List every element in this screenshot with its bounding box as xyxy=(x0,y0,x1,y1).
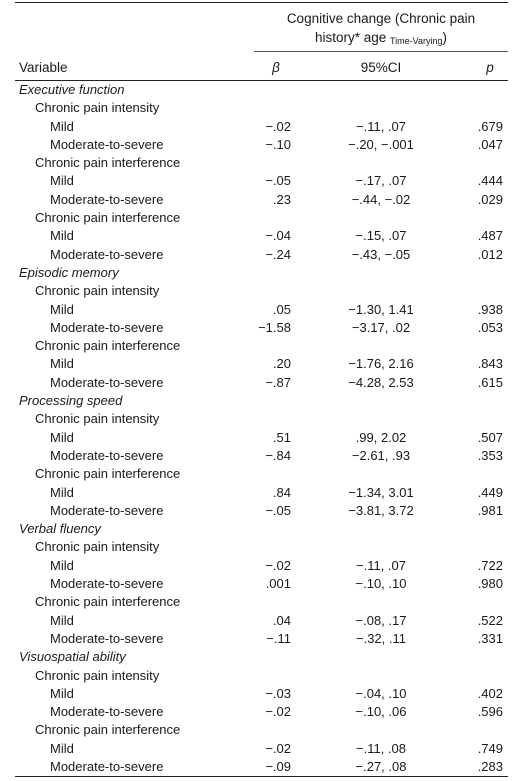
ci-value: −.15, .07 xyxy=(355,228,407,244)
beta-value: −.09 xyxy=(265,758,291,774)
row-label: Visuospatial ability xyxy=(19,649,126,665)
table-row xyxy=(0,484,523,502)
ci-value: −.04, .10 xyxy=(355,685,407,701)
row-label: Moderate-to-severe xyxy=(50,704,164,720)
ci-value: −.11, .08 xyxy=(356,740,406,756)
measure-row xyxy=(0,721,523,739)
ci-value: −.10, .10 xyxy=(355,576,407,592)
measure-row xyxy=(0,154,523,172)
row-label: Moderate-to-severe xyxy=(50,630,164,646)
p-value: .679 xyxy=(477,118,503,134)
p-value: .053 xyxy=(477,319,503,335)
beta-value: −.03 xyxy=(265,685,291,701)
ci-value: −1.76, 2.16 xyxy=(348,356,414,372)
measure-row xyxy=(0,667,523,685)
measure-row xyxy=(0,209,523,227)
row-label: Mild xyxy=(50,118,74,134)
p-value: .980 xyxy=(477,576,503,592)
beta-value: −.10 xyxy=(265,136,291,152)
table-row xyxy=(0,246,523,264)
p-value: .981 xyxy=(477,502,503,518)
table-body xyxy=(0,81,523,776)
row-label: Chronic pain interference xyxy=(35,722,181,738)
row-label: Chronic pain intensity xyxy=(35,539,160,555)
row-label: Moderate-to-severe xyxy=(50,447,164,463)
table-row xyxy=(0,557,523,575)
p-value: .402 xyxy=(477,685,503,701)
table-row xyxy=(0,685,523,703)
ci-value: −.17, .07 xyxy=(355,173,407,189)
beta-value: −.02 xyxy=(265,118,291,134)
table-row xyxy=(0,172,523,190)
row-label: Mild xyxy=(50,356,74,372)
group-header-text: history* age xyxy=(314,30,387,45)
row-label: Processing speed xyxy=(19,393,123,409)
p-value: .331 xyxy=(477,630,503,646)
row-label: Moderate-to-severe xyxy=(50,758,164,774)
ci-value: −.43, −.05 xyxy=(351,246,411,262)
p-value: .487 xyxy=(477,228,503,244)
table-row xyxy=(0,502,523,520)
table-row xyxy=(0,758,523,776)
domain-row xyxy=(0,520,523,538)
beta-value: .04 xyxy=(272,612,291,628)
row-label: Chronic pain intensity xyxy=(35,283,160,299)
row-label: Mild xyxy=(50,685,74,701)
p-value: .722 xyxy=(477,557,503,573)
row-label: Mild xyxy=(50,484,74,500)
beta-value: −.11 xyxy=(266,630,291,646)
measure-row xyxy=(0,465,523,483)
p-value: .522 xyxy=(477,612,503,628)
p-value: .283 xyxy=(477,758,503,774)
measure-row xyxy=(0,593,523,611)
table-row xyxy=(0,429,523,447)
domain-row xyxy=(0,648,523,666)
p-value: .749 xyxy=(477,740,503,756)
table-row xyxy=(0,703,523,721)
beta-value: −.87 xyxy=(265,374,291,390)
ci-value: −.32, .11 xyxy=(356,630,406,646)
beta-value: .23 xyxy=(272,191,291,207)
ci-value: −.08, .17 xyxy=(355,612,407,628)
top-rule xyxy=(15,2,508,3)
table-row xyxy=(0,374,523,392)
beta-value: −.02 xyxy=(265,557,291,573)
column-header-variable: Variable xyxy=(19,60,68,75)
table-row xyxy=(0,136,523,154)
ci-value: −1.34, 3.01 xyxy=(348,484,414,500)
beta-value: .84 xyxy=(272,484,291,500)
p-value: .029 xyxy=(477,191,503,207)
beta-value: −.05 xyxy=(265,502,291,518)
row-label: Mild xyxy=(50,301,74,317)
row-label: Mild xyxy=(50,557,74,573)
p-value: .938 xyxy=(477,301,503,317)
row-label: Executive function xyxy=(19,82,125,97)
ci-value: −1.30, 1.41 xyxy=(348,301,414,317)
row-label: Moderate-to-severe xyxy=(50,374,164,390)
row-label: Chronic pain interference xyxy=(35,210,181,226)
beta-value: −.84 xyxy=(265,447,291,463)
group-header-close: ) xyxy=(442,30,448,45)
measure-row xyxy=(0,538,523,556)
row-label: Mild xyxy=(50,612,74,628)
p-value: .353 xyxy=(477,447,503,463)
row-label: Moderate-to-severe xyxy=(50,576,164,592)
beta-value: −1.58 xyxy=(258,319,291,335)
ci-value: −4.28, 2.53 xyxy=(348,374,414,390)
beta-value: −.24 xyxy=(265,246,291,262)
ci-value: .99, 2.02 xyxy=(355,429,407,445)
row-label: Chronic pain intensity xyxy=(35,667,160,683)
row-label: Verbal fluency xyxy=(19,521,101,537)
p-value: .444 xyxy=(477,173,503,189)
table-row xyxy=(0,630,523,648)
group-header-line1: Cognitive change (Chronic pain xyxy=(286,11,476,26)
column-header-ci: 95%CI xyxy=(360,60,402,75)
p-value: .615 xyxy=(477,374,503,390)
row-label: Moderate-to-severe xyxy=(50,191,164,207)
table-row xyxy=(0,355,523,373)
domain-row xyxy=(0,392,523,410)
group-header-line2 xyxy=(254,28,508,51)
measure-row xyxy=(0,99,523,117)
group-header-subscript: Time-Varying xyxy=(390,36,443,46)
table-row xyxy=(0,447,523,465)
table-row xyxy=(0,191,523,209)
group-header xyxy=(254,9,508,51)
row-label: Moderate-to-severe xyxy=(50,502,164,518)
table-row xyxy=(0,612,523,630)
ci-value: −.20, −.001 xyxy=(348,136,414,152)
row-label: Moderate-to-severe xyxy=(50,136,164,152)
row-label: Mild xyxy=(50,429,74,445)
group-header-underline xyxy=(254,51,508,52)
ci-value: −.11, .07 xyxy=(356,118,406,134)
domain-row xyxy=(0,81,523,99)
p-value: .012 xyxy=(477,246,503,262)
column-header-p: p xyxy=(486,60,494,75)
beta-value: −.04 xyxy=(265,228,291,244)
ci-value: −.44, −.02 xyxy=(351,191,411,207)
row-label: Mild xyxy=(50,173,74,189)
ci-value: −.11, .07 xyxy=(356,557,406,573)
row-label: Chronic pain intensity xyxy=(35,411,160,427)
beta-value: −.02 xyxy=(265,704,291,720)
measure-row xyxy=(0,282,523,300)
row-label: Chronic pain interference xyxy=(35,594,181,610)
beta-value: .001 xyxy=(265,576,291,592)
row-label: Moderate-to-severe xyxy=(50,246,164,262)
table-row xyxy=(0,301,523,319)
beta-value: .20 xyxy=(272,356,291,372)
measure-row xyxy=(0,337,523,355)
beta-value: .51 xyxy=(272,429,291,445)
ci-value: −3.81, 3.72 xyxy=(348,502,414,518)
domain-row xyxy=(0,264,523,282)
ci-value: −.10, .06 xyxy=(355,704,407,720)
row-label: Mild xyxy=(50,228,74,244)
table-row xyxy=(0,575,523,593)
bottom-rule xyxy=(15,776,508,777)
beta-value: −.02 xyxy=(265,740,291,756)
ci-value: −.27, .08 xyxy=(355,758,407,774)
beta-value: −.05 xyxy=(265,173,291,189)
table-row xyxy=(0,740,523,758)
table-row xyxy=(0,227,523,245)
table-row xyxy=(0,319,523,337)
p-value: .507 xyxy=(477,429,503,445)
p-value: .449 xyxy=(477,484,503,500)
row-label: Mild xyxy=(50,740,74,756)
row-label: Chronic pain interference xyxy=(35,338,181,354)
p-value: .843 xyxy=(477,356,503,372)
p-value: .596 xyxy=(477,704,503,720)
row-label: Moderate-to-severe xyxy=(50,319,164,335)
row-label: Chronic pain intensity xyxy=(35,100,160,116)
ci-value: −2.61, .93 xyxy=(351,447,411,463)
row-label: Chronic pain interference xyxy=(35,466,181,482)
beta-value: .05 xyxy=(272,301,291,317)
measure-row xyxy=(0,410,523,428)
row-label: Episodic memory xyxy=(19,264,119,280)
p-value: .047 xyxy=(477,136,503,152)
column-header-beta: β xyxy=(272,60,280,75)
table-row xyxy=(0,118,523,136)
ci-value: −3.17, .02 xyxy=(351,319,411,335)
row-label: Chronic pain interference xyxy=(35,155,181,171)
